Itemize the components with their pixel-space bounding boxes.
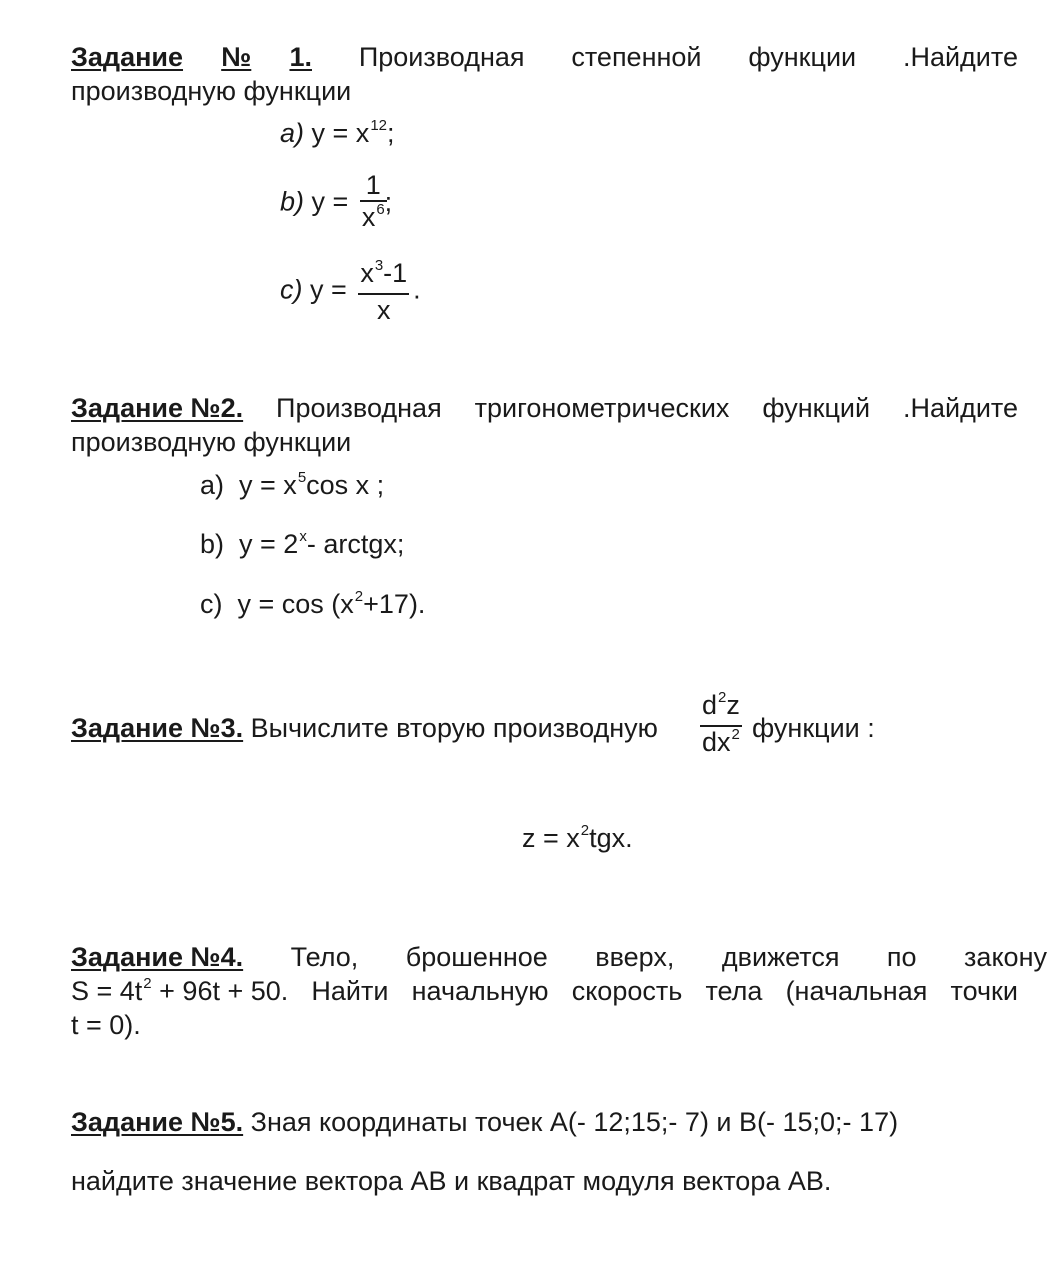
task1-item-c: c) y = $\frac{x^3-1}{x}$ . <box>280 257 421 325</box>
task2-subtitle: производную функции <box>71 427 352 457</box>
task1-subtitle: производную функции <box>71 76 352 106</box>
task2-title-line: Задание №2. Производная тригонометрических функций .Найдите <box>71 393 1018 423</box>
task1-heading: Задание № 1. <box>71 42 312 72</box>
task2-item-b: b) $y = 2^x-$ arctgx; <box>200 528 405 559</box>
task3-heading: Задание №3. <box>71 713 244 743</box>
task2-heading: Задание №2. <box>71 393 244 423</box>
fraction: $\frac{1}{x^6}$ <box>361 170 385 232</box>
task2-item-c: c) $y = \cos (x^2+17)$. <box>200 588 426 619</box>
task4-heading: Задание №4. <box>71 942 244 972</box>
task3-equation: $z = x^2tgx$. <box>522 822 633 853</box>
task3-derivative-fraction: $\frac{d^2z}{dx^2}$ <box>702 689 740 757</box>
task4-line1: Задание №4. Тело, брошенное вверх, движется по закону <box>71 942 1047 972</box>
fraction: $\frac{x^3-1}{x}$ <box>360 257 408 325</box>
task4-line3: t = 0). <box>71 1010 141 1040</box>
task1-title-line: Задание № 1. Производная степенной функции .Найдите <box>71 42 1018 72</box>
task4-line2: $S = 4t^2 + 96t + 50$. Найти начальную скорость тела (начальная точки <box>71 975 1018 1006</box>
task1-item-a: a) $y = x^{12}$; <box>280 117 395 148</box>
task3-text2: функции : <box>752 713 875 743</box>
task1-item-b: b) y = $\frac{1}{x^6}$ ; <box>280 170 398 237</box>
task5-line1: Задание №5. Зная координаты точек A(- 12;15;- 7) и B(- 15;0;- 17) <box>71 1107 899 1137</box>
task3-line: Задание №3. Вычислите вторую производную <box>71 713 658 743</box>
task5-heading: Задание №5. <box>71 1107 244 1137</box>
task2-item-a: a) $y = x^5\cos$ x ; <box>200 469 385 500</box>
task5-line2: найдите значение вектора AB и квадрат модуля вектора AB. <box>71 1166 832 1196</box>
